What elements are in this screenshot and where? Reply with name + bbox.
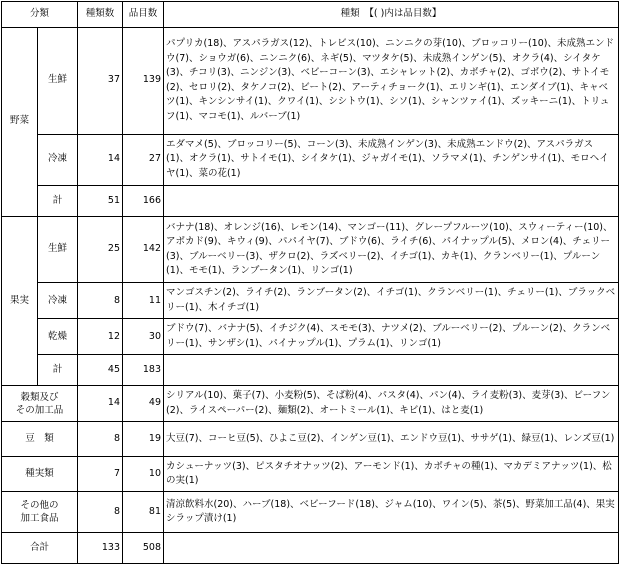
fruit-total-detail xyxy=(164,355,619,386)
fruit-fresh-types: 25 xyxy=(78,216,123,283)
veg-total-items: 166 xyxy=(123,185,164,216)
nuts-detail: カシューナッツ(3)、ピスタチオナッツ(2)、アーモンド(1)、カボチャの種(1)、マカデミアナッツ(1)、松の実(1) xyxy=(164,457,619,492)
veg-fresh-detail: パプリカ(18)、アスパラガス(12)、トレビス(10)、ニンニクの芽(10)、ブロッコリー(10)、未成熟エンドウ(7)、ショウガ(6)、ニンニク(6)、ネギ(5)、マツタケ(5)、未成熟インゲン(5)、オクラ(4)、シイタケ(3)、チコリ(3)、ニンジン(3)、ベビーコーン(3)、エシャレット(2)、カボチャ(2)、ゴボウ(2)、サトイモ(2)、セロリ(2)、タケノコ(2)、ビート(2)、アーティチョーク(1)、エリンギ(1)、エンダイブ(1)、キャベツ(1)、キンシンサイ(1)、クワイ(1)、シシトウ(1)、シソ(1)、シャンツァイ(1)、ズッキーニ(1)、トリュフ(1)、マコモ(1)、ルバーブ(1) xyxy=(164,27,619,134)
grain-label-line1: 穀類及び xyxy=(20,391,59,403)
header-items: 品目数 xyxy=(123,2,164,28)
header-detail: 種類 【( )内は品目数】 xyxy=(164,2,619,28)
other-row xyxy=(2,491,619,532)
other-items: 81 xyxy=(123,491,164,532)
grand-total-types: 133 xyxy=(78,533,123,564)
grain-label xyxy=(2,386,78,422)
header-row xyxy=(2,2,619,28)
veg-fresh-row xyxy=(2,27,619,134)
fruit-fresh-detail: バナナ(18)、オレンジ(16)、レモン(14)、マンゴー(11)、グレープフルーツ(10)、スウィーティー(10)、アボカド(9)、キウィ(9)、パパイヤ(7)、ブドウ(6)、ライチ(6)、パイナップル(5)、メロン(4)、チェリー(3)、ブルーベリー(3)、ザクロ(2)、ラズベリー(2)、イチゴ(1)、カキ(1)、クランベリー(1)、プルーン(1)、モモ(1)、ランブータン(1)、リンゴ(1) xyxy=(164,216,619,283)
nuts-label: 種実類 xyxy=(2,457,78,492)
other-detail: 清涼飲料水(20)、ハーブ(18)、ベビーフード(18)、ジャム(10)、ワイン(5)、茶(5)、野菜加工品(4)、果実シラップ漬け(1) xyxy=(164,491,619,532)
fruit-total-items: 183 xyxy=(123,355,164,386)
fruit-total-label: 計 xyxy=(38,355,78,386)
grain-detail: シリアル(10)、菓子(7)、小麦粉(5)、そば粉(4)、パスタ(4)、パン(4)、ライ麦粉(3)、麦芽(3)、ビーフン(2)、ライスペーパー(2)、麺類(2)、オートミール(1)、キビ(1)、はと麦(1) xyxy=(164,386,619,422)
veg-frozen-items: 27 xyxy=(123,134,164,185)
grain-label-line2: その加工品 xyxy=(15,404,64,416)
beans-items: 19 xyxy=(123,422,164,457)
fruit-total-row xyxy=(2,355,619,386)
fruit-fresh-items: 142 xyxy=(123,216,164,283)
nuts-row xyxy=(2,457,619,492)
beans-row xyxy=(2,422,619,457)
fruit-dried-row xyxy=(2,319,619,355)
fruit-dried-label: 乾燥 xyxy=(38,319,78,355)
grain-types: 14 xyxy=(78,386,123,422)
veg-fresh-label: 生鮮 xyxy=(38,27,78,134)
veg-total-types: 51 xyxy=(78,185,123,216)
header-category: 分類 xyxy=(2,2,78,28)
veg-fresh-items: 139 xyxy=(123,27,164,134)
veg-frozen-row xyxy=(2,134,619,185)
veg-frozen-detail: エダマメ(5)、ブロッコリー(5)、コーン(3)、未成熟インゲン(3)、未成熟エンドウ(2)、アスパラガス(1)、オクラ(1)、サトイモ(1)、シイタケ(1)、ジャガイモ(1)、ソラマメ(1)、チンゲンサイ(1)、モロヘイヤ(1)、菜の花(1) xyxy=(164,134,619,185)
other-label-line2: 加工食品 xyxy=(20,513,59,525)
fruit-total-types: 45 xyxy=(78,355,123,386)
grand-total-detail xyxy=(164,533,619,564)
fruit-frozen-label: 冷凍 xyxy=(38,283,78,319)
grain-items: 49 xyxy=(123,386,164,422)
beans-detail: 大豆(7)、コーヒ豆(5)、ひよこ豆(2)、インゲン豆(1)、エンドウ豆(1)、ササゲ(1)、緑豆(1)、レンズ豆(1) xyxy=(164,422,619,457)
other-label xyxy=(2,491,78,532)
veg-frozen-types: 14 xyxy=(78,134,123,185)
fruit-frozen-detail: マンゴスチン(2)、ライチ(2)、ランブータン(2)、イチゴ(1)、クランベリー(1)、チェリー(1)、ブラックベリー(1)、木イチゴ(1) xyxy=(164,283,619,319)
other-types: 8 xyxy=(78,491,123,532)
other-label-line1: その他の xyxy=(20,500,59,512)
fruit-frozen-items: 11 xyxy=(123,283,164,319)
header-types: 種類数 xyxy=(78,2,123,28)
fruit-dried-detail: ブドウ(7)、バナナ(5)、イチジク(4)、スモモ(3)、ナツメ(2)、ブルーベリー(2)、プルーン(2)、クランベリー(1)、サンザシ(1)、パイナップル(1)、プラム(1)、リンゴ(1) xyxy=(164,319,619,355)
veg-total-detail xyxy=(164,185,619,216)
nuts-items: 10 xyxy=(123,457,164,492)
fruit-dried-items: 30 xyxy=(123,319,164,355)
grand-total-label: 合計 xyxy=(2,533,78,564)
fruit-label: 果実 xyxy=(2,216,38,386)
fruit-fresh-row xyxy=(2,216,619,283)
beans-label: 豆 類 xyxy=(2,422,78,457)
veg-fresh-types: 37 xyxy=(78,27,123,134)
veg-total-row xyxy=(2,185,619,216)
grand-total-row xyxy=(2,533,619,564)
grand-total-items: 508 xyxy=(123,533,164,564)
veg-label: 野菜 xyxy=(2,27,38,216)
fruit-frozen-types: 8 xyxy=(78,283,123,319)
nuts-types: 7 xyxy=(78,457,123,492)
veg-total-label: 計 xyxy=(38,185,78,216)
fruit-frozen-row xyxy=(2,283,619,319)
grain-row xyxy=(2,386,619,422)
veg-frozen-label: 冷凍 xyxy=(38,134,78,185)
beans-types: 8 xyxy=(78,422,123,457)
fruit-dried-types: 12 xyxy=(78,319,123,355)
fruit-fresh-label: 生鮮 xyxy=(38,216,78,283)
food-category-table xyxy=(1,1,619,564)
